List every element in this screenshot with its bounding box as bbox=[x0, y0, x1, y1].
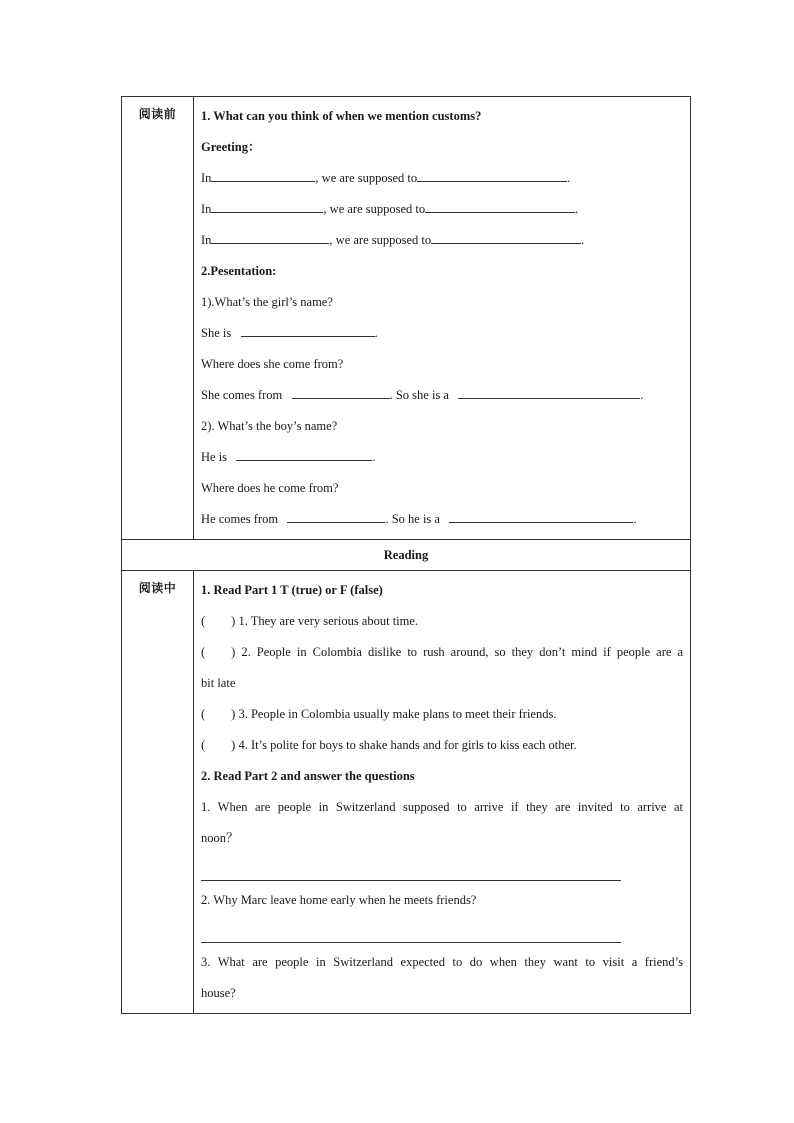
girl-from-question: Where does she come from? bbox=[201, 357, 344, 371]
paren-open: ( bbox=[201, 707, 206, 721]
tf-item bbox=[201, 606, 683, 637]
she-is-text: She is bbox=[201, 326, 232, 340]
pre-reading-content bbox=[194, 97, 691, 540]
paren-close: ) bbox=[231, 614, 236, 628]
part2-question-1: 1. When are people in Switzerland supposed to arrive if they are invited to arrive at bbox=[201, 800, 683, 814]
part2-question-1-cont: noon？ bbox=[201, 831, 239, 845]
period: . bbox=[633, 512, 637, 526]
greeting-prefix: In bbox=[201, 202, 212, 216]
tf-statement: 3. People in Colombia usually make plans to meet their friends. bbox=[238, 707, 557, 721]
blank-field[interactable] bbox=[241, 322, 375, 337]
tf-item bbox=[201, 730, 683, 761]
while-reading-row bbox=[122, 571, 691, 1014]
she-comes-from-text: She comes from bbox=[201, 388, 283, 402]
part2-title: 2. Read Part 2 and answer the questions bbox=[201, 769, 415, 783]
he-comes-from-text: He comes from bbox=[201, 512, 279, 526]
part2-question-3-cont: house? bbox=[201, 986, 236, 1000]
blank-field[interactable] bbox=[431, 229, 581, 244]
pre-reading-label: 阅读前 bbox=[138, 107, 177, 121]
blank-field[interactable] bbox=[211, 167, 315, 182]
greeting-prefix: In bbox=[201, 233, 212, 247]
boy-from-question: Where does he come from? bbox=[201, 481, 339, 495]
tf-item bbox=[201, 637, 683, 668]
greeting-end: . bbox=[575, 202, 579, 216]
paren-close: ) bbox=[231, 707, 236, 721]
period: . bbox=[640, 388, 644, 402]
part2-question-2: 2. Why Marc leave home early when he meets friends? bbox=[201, 893, 477, 907]
greeting-line bbox=[201, 163, 683, 194]
greeting-middle: , we are supposed to bbox=[315, 171, 418, 185]
blank-field[interactable] bbox=[236, 446, 372, 461]
tf-statement: 1. They are very serious about time. bbox=[238, 614, 419, 628]
so-she-is-a-text: . So she is a bbox=[389, 388, 449, 402]
blank-field[interactable] bbox=[449, 508, 633, 523]
question-1-title: 1. What can you think of when we mention customs? bbox=[201, 109, 482, 123]
blank-field[interactable] bbox=[425, 198, 575, 213]
tf-statement: 4. It’s polite for boys to shake hands and for girls to kiss each other. bbox=[238, 738, 577, 752]
greeting-middle: , we are supposed to bbox=[329, 233, 432, 247]
so-he-is-a-text: . So he is a bbox=[385, 512, 440, 526]
paren-open: ( bbox=[201, 645, 206, 659]
girl-name-answer bbox=[201, 318, 683, 349]
pre-reading-row bbox=[122, 97, 691, 540]
answer-line[interactable] bbox=[201, 916, 683, 947]
part2-question-3: 3. What are people in Switzerland expected to do when they want to visit a friend’s bbox=[201, 955, 683, 969]
paren-open: ( bbox=[201, 738, 206, 752]
greeting-end: . bbox=[567, 171, 571, 185]
greeting-middle: , we are supposed to bbox=[323, 202, 426, 216]
presentation-heading: 2.Pesentation: bbox=[201, 264, 277, 278]
paren-open: ( bbox=[201, 614, 206, 628]
blank-field[interactable] bbox=[292, 384, 390, 399]
part1-title: 1. Read Part 1 T (true) or F (false) bbox=[201, 583, 383, 597]
pre-reading-label-cell bbox=[122, 97, 194, 540]
while-reading-label-cell bbox=[122, 571, 194, 1014]
blank-field[interactable] bbox=[458, 384, 640, 399]
he-is-text: He is bbox=[201, 450, 228, 464]
period: . bbox=[374, 326, 378, 340]
blank-field[interactable] bbox=[211, 198, 323, 213]
boy-name-question bbox=[201, 411, 683, 442]
boy-question-text: . What’s the boy’s name? bbox=[211, 419, 338, 433]
reading-section-row bbox=[122, 540, 691, 571]
tf-item bbox=[201, 699, 683, 730]
boy-from-answer bbox=[201, 504, 683, 535]
greeting-heading: Greeting： bbox=[201, 140, 261, 154]
tf-statement: 2. People in Colombia dislike to rush around, so they don’t mind if people are a bbox=[241, 645, 684, 659]
reading-section-title: Reading bbox=[122, 540, 691, 571]
greeting-line bbox=[201, 225, 683, 256]
girl-name-question: 1).What’s the girl’s name? bbox=[201, 295, 333, 309]
blank-field[interactable] bbox=[417, 167, 567, 182]
period: . bbox=[372, 450, 376, 464]
answer-line[interactable] bbox=[201, 854, 683, 885]
worksheet-table bbox=[121, 96, 691, 1014]
tf-item-continued: bit late bbox=[201, 676, 236, 690]
greeting-line bbox=[201, 194, 683, 225]
girl-from-answer bbox=[201, 380, 683, 411]
paren-close: ) bbox=[231, 645, 236, 659]
boy-name-answer bbox=[201, 442, 683, 473]
blank-field[interactable] bbox=[211, 229, 329, 244]
paren-close: ) bbox=[231, 738, 236, 752]
greeting-end: . bbox=[581, 233, 585, 247]
greeting-prefix: In bbox=[201, 171, 212, 185]
while-reading-label: 阅读中 bbox=[138, 581, 177, 595]
while-reading-content bbox=[194, 571, 691, 1014]
boy-question-number: 2) bbox=[201, 419, 212, 433]
blank-field[interactable] bbox=[287, 508, 385, 523]
